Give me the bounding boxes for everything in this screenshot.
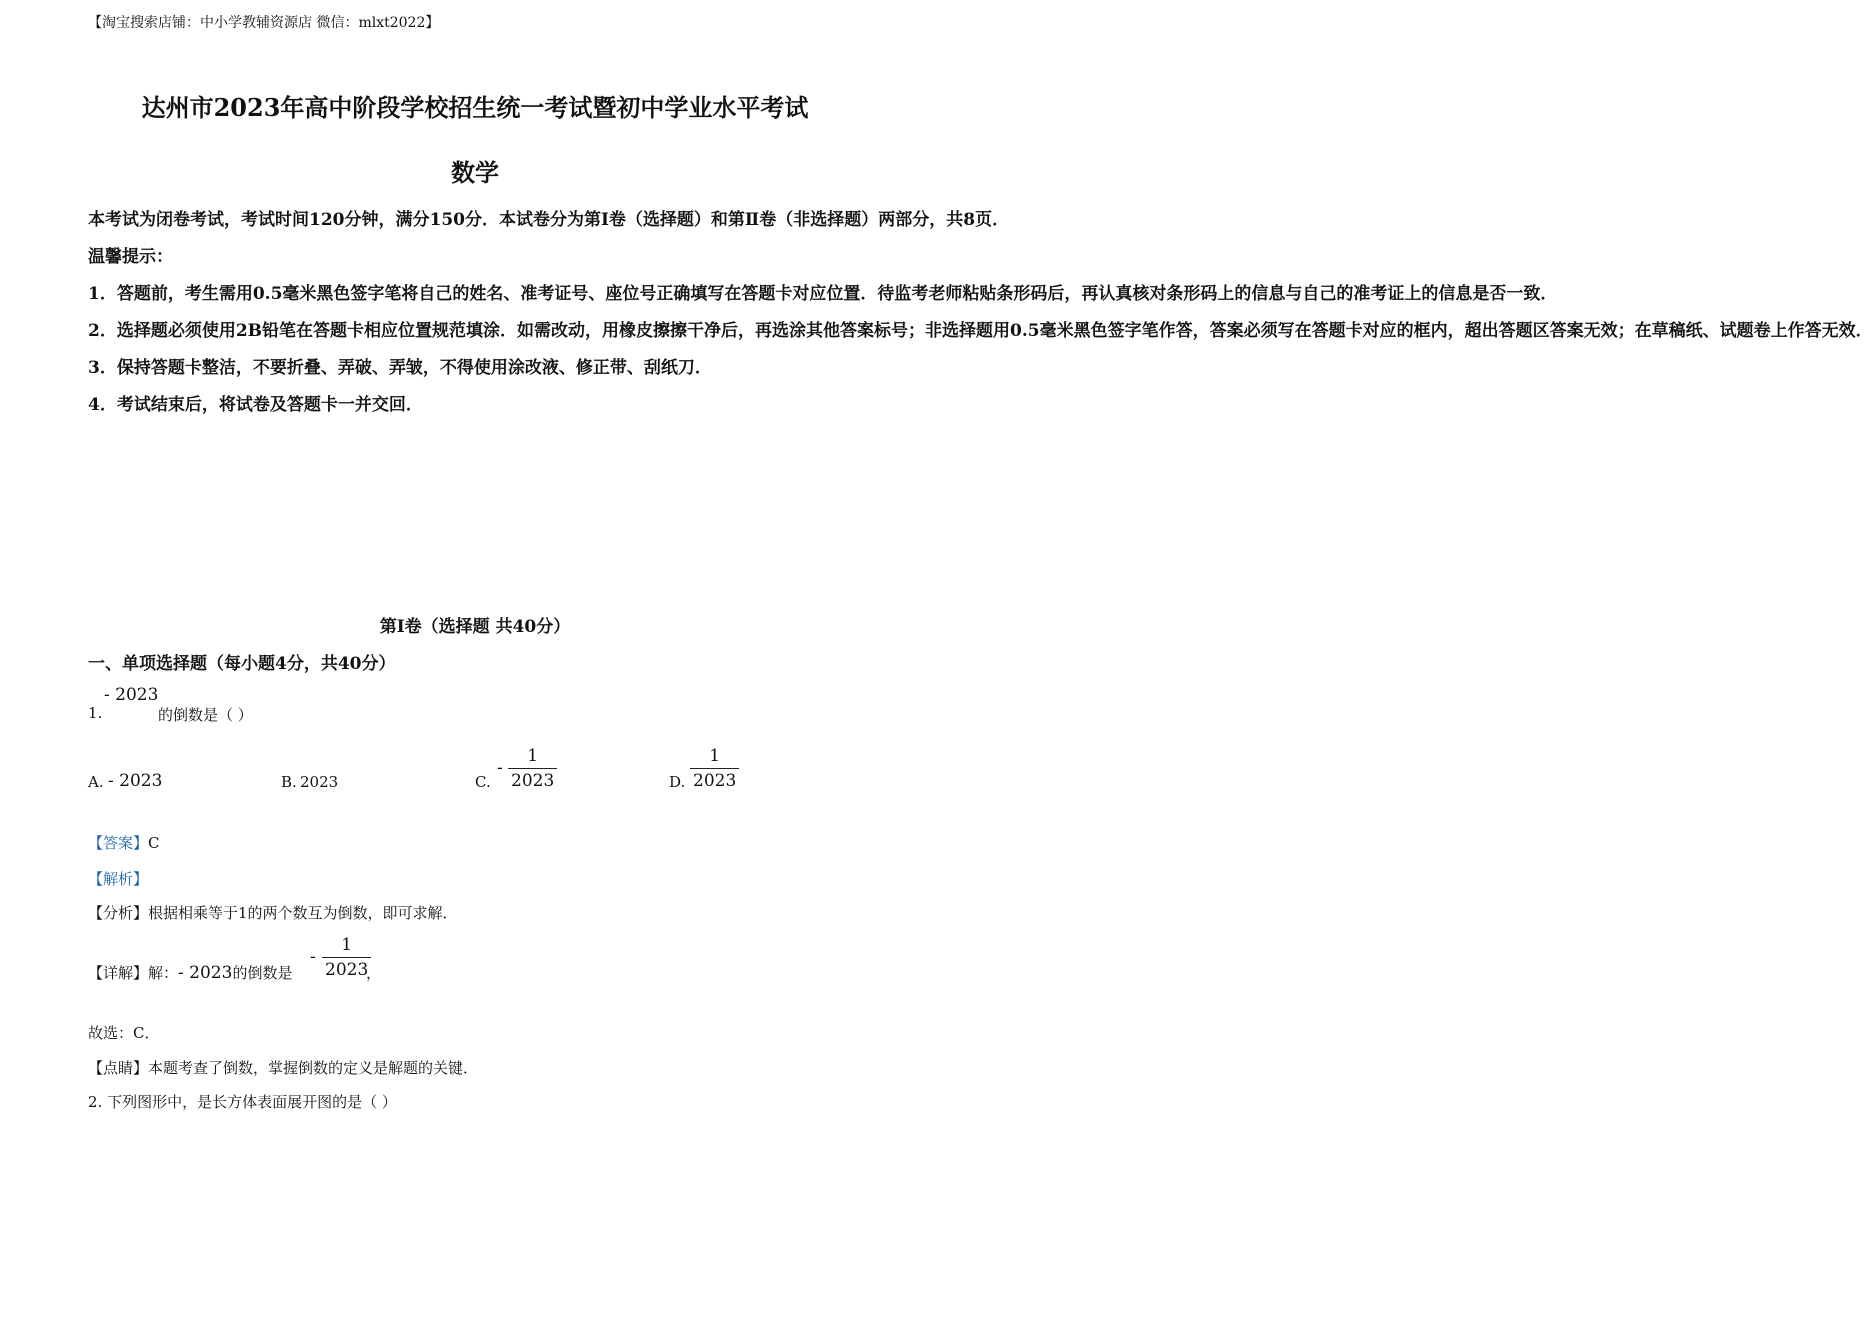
option-b-value: 2023	[300, 773, 339, 791]
detail-suffix: ，	[366, 964, 382, 982]
dianjing-tag: 【点睛】	[88, 1059, 149, 1077]
fraction-numerator: 1	[508, 744, 557, 769]
answer-value: C	[148, 834, 160, 852]
answer-line	[88, 832, 160, 853]
tip-item: 1．答题前，考生需用0.5毫米黑色签字笔将自己的姓名、准考证号、座位号正确填写在答题卡对应位置．待监考老师粘贴条形码后，再认真核对条形码上的信息与自己的准考证上的信息是否一致．	[88, 284, 1558, 304]
section-title: 第Ⅰ卷（选择题 共40分）	[379, 617, 571, 637]
option-c-fraction	[508, 744, 557, 793]
dianjing-line	[88, 1057, 478, 1078]
part-title: 一、单项选择题（每小题4分，共40分）	[88, 654, 396, 674]
exam-title: 达州市2023年高中阶段学校招生统一考试暨初中学业水平考试	[141, 93, 809, 122]
option-c-label: C.	[475, 773, 491, 791]
tips-heading: 温馨提示：	[88, 247, 173, 267]
detail-sign: -	[310, 947, 316, 967]
q1-number: 1.	[88, 704, 103, 722]
fraction-denominator: 2023	[325, 960, 369, 980]
detail-mid: 的倒数是	[232, 964, 293, 982]
instructions-block	[88, 202, 1873, 424]
fenxi-text: 根据相乘等于1的两个数互为倒数，即可求解．	[148, 904, 458, 922]
tip-item: 2．选择题必须使用2B铅笔在答题卡相应位置规范填涂．如需改动，用橡皮擦擦干净后，再选涂其他答案标号；非选择题用0.5毫米黑色签字笔作答，答案必须写在答题卡对应的框内，超出答题区答案无效；在草稿纸、试题卷上作答无效．	[88, 321, 1873, 341]
option-b-label: B.	[281, 773, 297, 791]
q1-stem: 的倒数是（ ）	[158, 706, 253, 724]
q1-expression: - 2023	[104, 685, 159, 705]
analysis-line	[88, 902, 458, 923]
option-d-label: D.	[669, 773, 686, 791]
tip-item: 3．保持答题卡整洁，不要折叠、弄破、弄皱，不得使用涂改液、修正带、刮纸刀．	[88, 358, 712, 378]
detail-expression: - 2023	[178, 963, 233, 983]
fraction	[322, 933, 371, 982]
dianjing-text: 本题考查了倒数，掌握倒数的定义是解题的关键．	[148, 1059, 479, 1077]
fenxi-tag: 【分析】	[88, 904, 149, 922]
option-c-sign: -	[497, 758, 503, 778]
answer-tag: 【答案】	[88, 834, 149, 852]
fraction-denominator: 2023	[693, 771, 737, 791]
option-d-fraction	[690, 744, 739, 793]
choose-line: 故选：C．	[88, 1024, 160, 1042]
fraction	[508, 744, 557, 793]
subject-title: 数学	[451, 158, 499, 187]
fraction-numerator: 1	[322, 933, 371, 958]
option-a-value: - 2023	[108, 771, 163, 791]
detail-tag: 【详解】	[88, 964, 149, 982]
tip-item: 4．考试结束后，将试卷及答题卡一并交回．	[88, 395, 423, 415]
detail-fraction	[322, 933, 371, 982]
detail-line	[88, 962, 292, 983]
intro-text: 本考试为闭卷考试，考试时间120分钟，满分150分．本试卷分为第Ⅰ卷（选择题）和第Ⅱ卷（非选择题）两部分，共8页．	[88, 210, 1010, 230]
q2-stem: 2. 下列图形中，是长方体表面展开图的是（ ）	[88, 1093, 397, 1111]
fraction-numerator: 1	[690, 744, 739, 769]
option-a-label: A.	[88, 773, 104, 791]
header-note: 【淘宝搜索店铺：中小学教辅资源店 微信：mlxt2022】	[88, 15, 440, 31]
analysis-tag: 【解析】	[88, 870, 149, 888]
fraction	[690, 744, 739, 793]
fraction-denominator: 2023	[511, 771, 555, 791]
detail-prefix: 解：	[148, 964, 179, 982]
